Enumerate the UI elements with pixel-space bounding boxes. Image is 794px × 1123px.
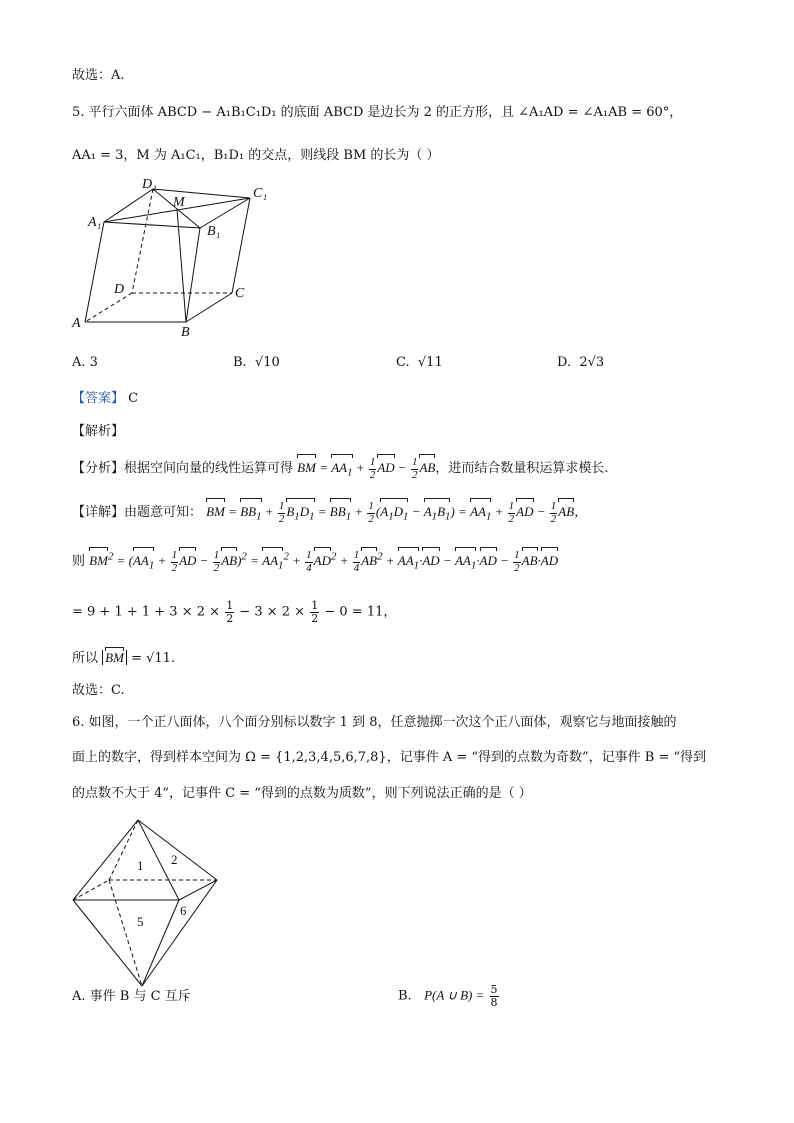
edge-c1d1 <box>153 189 250 198</box>
so-result: = √11. <box>131 651 176 666</box>
q6-option-a: A. 事件 B 与 C 互斥 <box>72 989 191 1004</box>
q5-option-c <box>396 356 443 369</box>
fenxi-tag: 【分析】 <box>72 461 125 476</box>
xiangjie-prefix: 由题意可知： <box>124 505 203 520</box>
q5-conclusion: 故选：C. <box>72 683 125 698</box>
q6-option-b <box>398 984 500 1008</box>
fenxi-prefix: 根据空间向量的线性运算可得 <box>124 461 294 476</box>
q5-fenxi <box>72 453 608 482</box>
computation-part1: = 9 + 1 + 1 + 3 × 2 × <box>72 604 221 620</box>
q5-stem-line1 <box>72 106 682 119</box>
face-label-1: 1 <box>137 858 144 873</box>
answer-value: C <box>128 391 139 406</box>
edge-bottom-right <box>142 880 217 986</box>
q6-line2: 面上的数字，得到样本空间为 Ω = {1,2,3,4,5,6,7,8}，记事件 A = “得到的点数为奇数”，记事件 B = “得到 <box>72 750 707 765</box>
q5-so-line <box>72 646 175 665</box>
face-label-2: 2 <box>171 852 178 867</box>
edge-dd1-hidden <box>132 189 153 293</box>
option-d-text: 2√3 <box>579 355 605 370</box>
label-b: B <box>181 325 190 340</box>
edge-bottom-left <box>73 900 142 986</box>
fenxi-suffix: ，进而结合数量积运算求模长. <box>435 461 609 476</box>
q5-parallelepiped-figure <box>70 176 280 340</box>
face-label-6: 6 <box>180 903 187 918</box>
so-abs-bm: BM <box>102 650 127 665</box>
edge-bb1 <box>186 228 200 322</box>
q6-number: 6. <box>72 715 85 730</box>
option-c-text: √11 <box>417 355 443 370</box>
q6-line1 <box>72 716 677 729</box>
option-a-text: 3 <box>89 355 98 370</box>
q6-text1: 如图，一个正八面体，八个面分别标以数字 1 到 8，任意抛掷一次这个正八面体，观察它与地面接触的 <box>88 715 677 730</box>
so-label: 所以 <box>72 651 99 666</box>
label-c1: C₁ <box>253 186 268 201</box>
edge-d1a1 <box>104 189 153 222</box>
edge-top-right <box>138 820 217 880</box>
then-label: 则 <box>72 554 86 569</box>
q4-conclusion: 故选：A. <box>72 68 125 83</box>
label-a1: A₁ <box>88 215 102 230</box>
label-d1: D₁ <box>142 177 157 192</box>
computation-part3: − 0 = 11， <box>324 604 397 620</box>
option-b-text: √10 <box>254 355 280 370</box>
option-a-key: A. <box>72 355 86 370</box>
edge-cc1 <box>232 198 250 293</box>
q5-xiangjie <box>72 497 587 526</box>
q5-option-d <box>557 356 604 369</box>
q5-stem-text1: 平行六面体 ABCD − A₁B₁C₁D₁ 的底面 ABCD 是边长为 2 的正方形，且 ∠A₁AD = ∠A₁AB = 60°， <box>88 105 683 120</box>
edge-equator-left-hidden <box>73 880 109 900</box>
q5-then-line <box>72 546 558 575</box>
face-label-5: 5 <box>137 914 144 929</box>
edge-equator-right <box>179 880 217 900</box>
segment-bm <box>177 209 186 322</box>
q6-option-b-fraction: $\frac{5}{8}$ <box>490 983 498 1009</box>
edge-bottom-back-hidden <box>109 880 142 986</box>
edge-top-left <box>73 820 138 900</box>
xiangjie-tag: 【详解】 <box>72 505 125 520</box>
answer-tag: 【答案】 <box>72 391 125 406</box>
then-formula: $BM^2 = (AA_1$ + $\frac{1}{2}$ AD − $\frac{1}{2}$ $AB)^2 = AA_1^2$ + $\frac{1}{4}$ $AD^2$ + $\frac{1}{4}$ $AB^2 + AA_1\cdot AD - AA_1\cdot AD$ − $\frac{1}{2}$ AB·AD <box>89 553 558 568</box>
xiangjie-formula: BM = $BB_1$ + $\frac{1}{2}$ $B_1D_1 = BB_1$ + $\frac{1}{2}$ $(A_1D_1 - A_1B_1) = AA_1$ + $\frac{1}{2}$ AD − $\frac{1}{2}$ AB， <box>206 504 587 519</box>
label-m: M <box>173 195 185 210</box>
q6-line3: 的点数不大于 4”，记事件 C = “得到的点数为质数”，则下列说法正确的是（ ） <box>72 786 532 801</box>
edge-a1b1 <box>104 222 200 228</box>
option-c-key: C. <box>396 355 410 370</box>
analysis-tag: 【解析】 <box>72 424 125 439</box>
edge-ad-hidden <box>85 293 132 322</box>
q5-answer-line <box>72 392 138 405</box>
edge-aa1 <box>85 222 104 322</box>
q5-stem-line2: AA₁ = 3，M 为 A₁C₁，B₁D₁ 的交点，则线段 BM 的长为（ ） <box>72 148 440 163</box>
label-a: A <box>72 316 81 331</box>
label-c: C <box>235 286 245 301</box>
option-d-key: D. <box>557 355 572 370</box>
q5-option-b <box>233 356 280 369</box>
fenxi-formula: BM = $AA_1$ + $\frac{1}{2}$ AD − $\frac{1}{2}$ AB <box>297 460 435 475</box>
q6-option-b-key: B. <box>398 988 412 1004</box>
q5-number: 5. <box>72 105 85 120</box>
q5-option-a <box>72 356 98 369</box>
q6-octahedron-figure <box>70 818 222 998</box>
q6-option-b-expr: P(A ∪ B) = <box>424 987 485 1003</box>
edge-bottom-front <box>142 900 179 986</box>
label-d: D <box>114 282 125 297</box>
edge-bc <box>186 293 232 322</box>
option-b-key: B. <box>233 355 247 370</box>
q5-computation-line: = 9 + 1 + 1 + 3 × 2 × $\frac{1}{2}$ − 3 × 2 × $\frac{1}{2}$ − 0 = 11， <box>72 599 397 625</box>
label-b1: B₁ <box>207 224 221 239</box>
computation-part2: − 3 × 2 × <box>239 604 306 620</box>
